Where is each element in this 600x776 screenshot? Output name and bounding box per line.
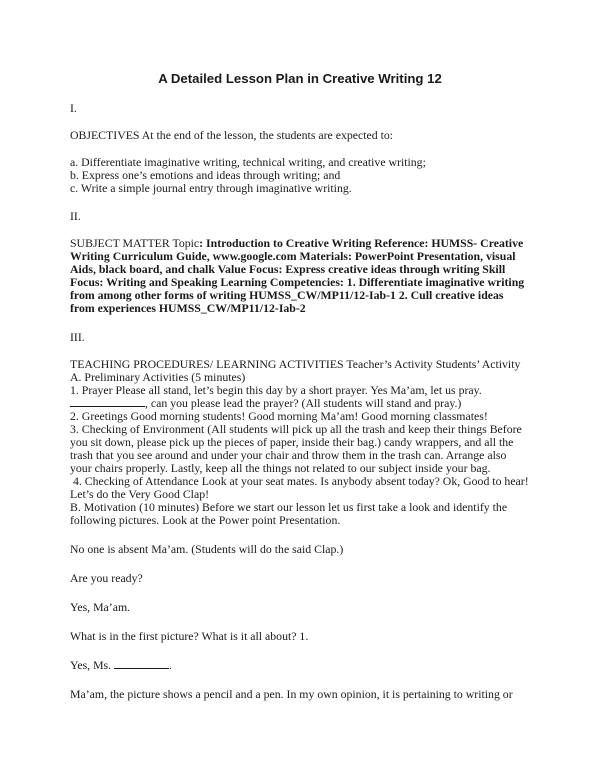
dialog-answer: Ma’am, the picture shows a pencil and a pen. In my own opinion, it is pertaining to writing or [70, 687, 513, 701]
dialog-absent: No one is absent Ma’am. (Students will do the said Clap.) [70, 542, 344, 556]
dialog-ready: Are you ready? [70, 571, 143, 585]
subject-matter-line-5: from among other forms of writing HUMSS_CW/MP11/12-Iab-1 2. Cull creative ideas [70, 288, 504, 302]
environment-line-2: you sit down, please pick up the pieces of paper, inside their bag.) candy wrappers, and all the [70, 435, 514, 449]
prayer-line: 1. Prayer Please all stand, let’s begin this day by a short prayer. Yes Ma’am, let us pray. [70, 383, 482, 397]
dialog-yes-ms [70, 659, 540, 672]
dialog-yes: Yes, Ma’am. [70, 600, 131, 614]
subject-matter-line-6: from experiences HUMSS_CW/MP11/12-Iab-2 [70, 301, 306, 315]
document-title: A Detailed Lesson Plan in Creative Writing 12 [158, 71, 442, 86]
subject-matter-text: : Introduction to Creative Writing Reference: HUMSS- Creative [199, 236, 524, 250]
motivation-line-2: following pictures. Look at the Power point Presentation. [70, 513, 341, 527]
environment-line-4: your chairs properly. Lastly, keep all the things not related to our subject inside your bag. [70, 461, 491, 475]
section-iii-numeral: III. [70, 330, 85, 344]
objectives-heading: OBJECTIVES At the end of the lesson, the students are expected to: [70, 128, 394, 142]
section-i-numeral: I. [70, 101, 77, 115]
clap-line: Let’s do the Very Good Clap! [70, 487, 210, 501]
environment-line-3: trash that you see around and under your chair and throw them in the trash can. Arrange also [70, 448, 507, 462]
subject-matter-line-3: Aids, black board, and chalk Value Focus: Express creative ideas through writing Skill [70, 262, 506, 276]
name-blank [70, 397, 145, 407]
preliminary-activities: A. Preliminary Activities (5 minutes) [70, 370, 246, 384]
objective-c: c. Write a simple journal entry through imaginative writing. [70, 181, 352, 195]
yes-ms-end: . [169, 658, 172, 672]
subject-matter-line-4: Focus: Writing and Speaking Learning Competencies: 1. Differentiate imaginative writing [70, 275, 525, 289]
objective-a: a. Differentiate imaginative writing, technical writing, and creative writing; [70, 155, 426, 169]
objective-b: b. Express one’s emotions and ideas through writing; and [70, 168, 341, 182]
prayer-lead-text: , can you please lead the prayer? (All students will stand and pray.) [145, 396, 462, 410]
greetings-line: 2. Greetings Good morning students! Good morning Ma’am! Good morning classmates! [70, 409, 488, 423]
subject-matter-line-2: Writing Curriculum Guide, www.google.com Materials: PowerPoint Presentation, visual [70, 249, 516, 263]
motivation-line-1: B. Motivation (10 minutes) Before we start our lesson let us first take a look and identify the [70, 500, 508, 514]
environment-line-1: 3. Checking of Environment (All students will pick up all the trash and keep their things Before [70, 422, 522, 436]
section-ii-numeral: II. [70, 209, 81, 223]
dialog-question: What is in the first picture? What is it all about? 1. [70, 629, 309, 643]
yes-ms-text: Yes, Ms. [70, 658, 115, 672]
teacher-name-blank [114, 659, 169, 669]
procedures-heading: TEACHING PROCEDURES/ LEARNING ACTIVITIES Teacher’s Activity Students’ Activity [70, 357, 521, 371]
attendance-line: 4. Checking of Attendance Look at your seat mates. Is anybody absent today? Ok, Good to hear! [70, 474, 529, 488]
subject-matter-lead: SUBJECT MATTER Topic [70, 236, 200, 250]
